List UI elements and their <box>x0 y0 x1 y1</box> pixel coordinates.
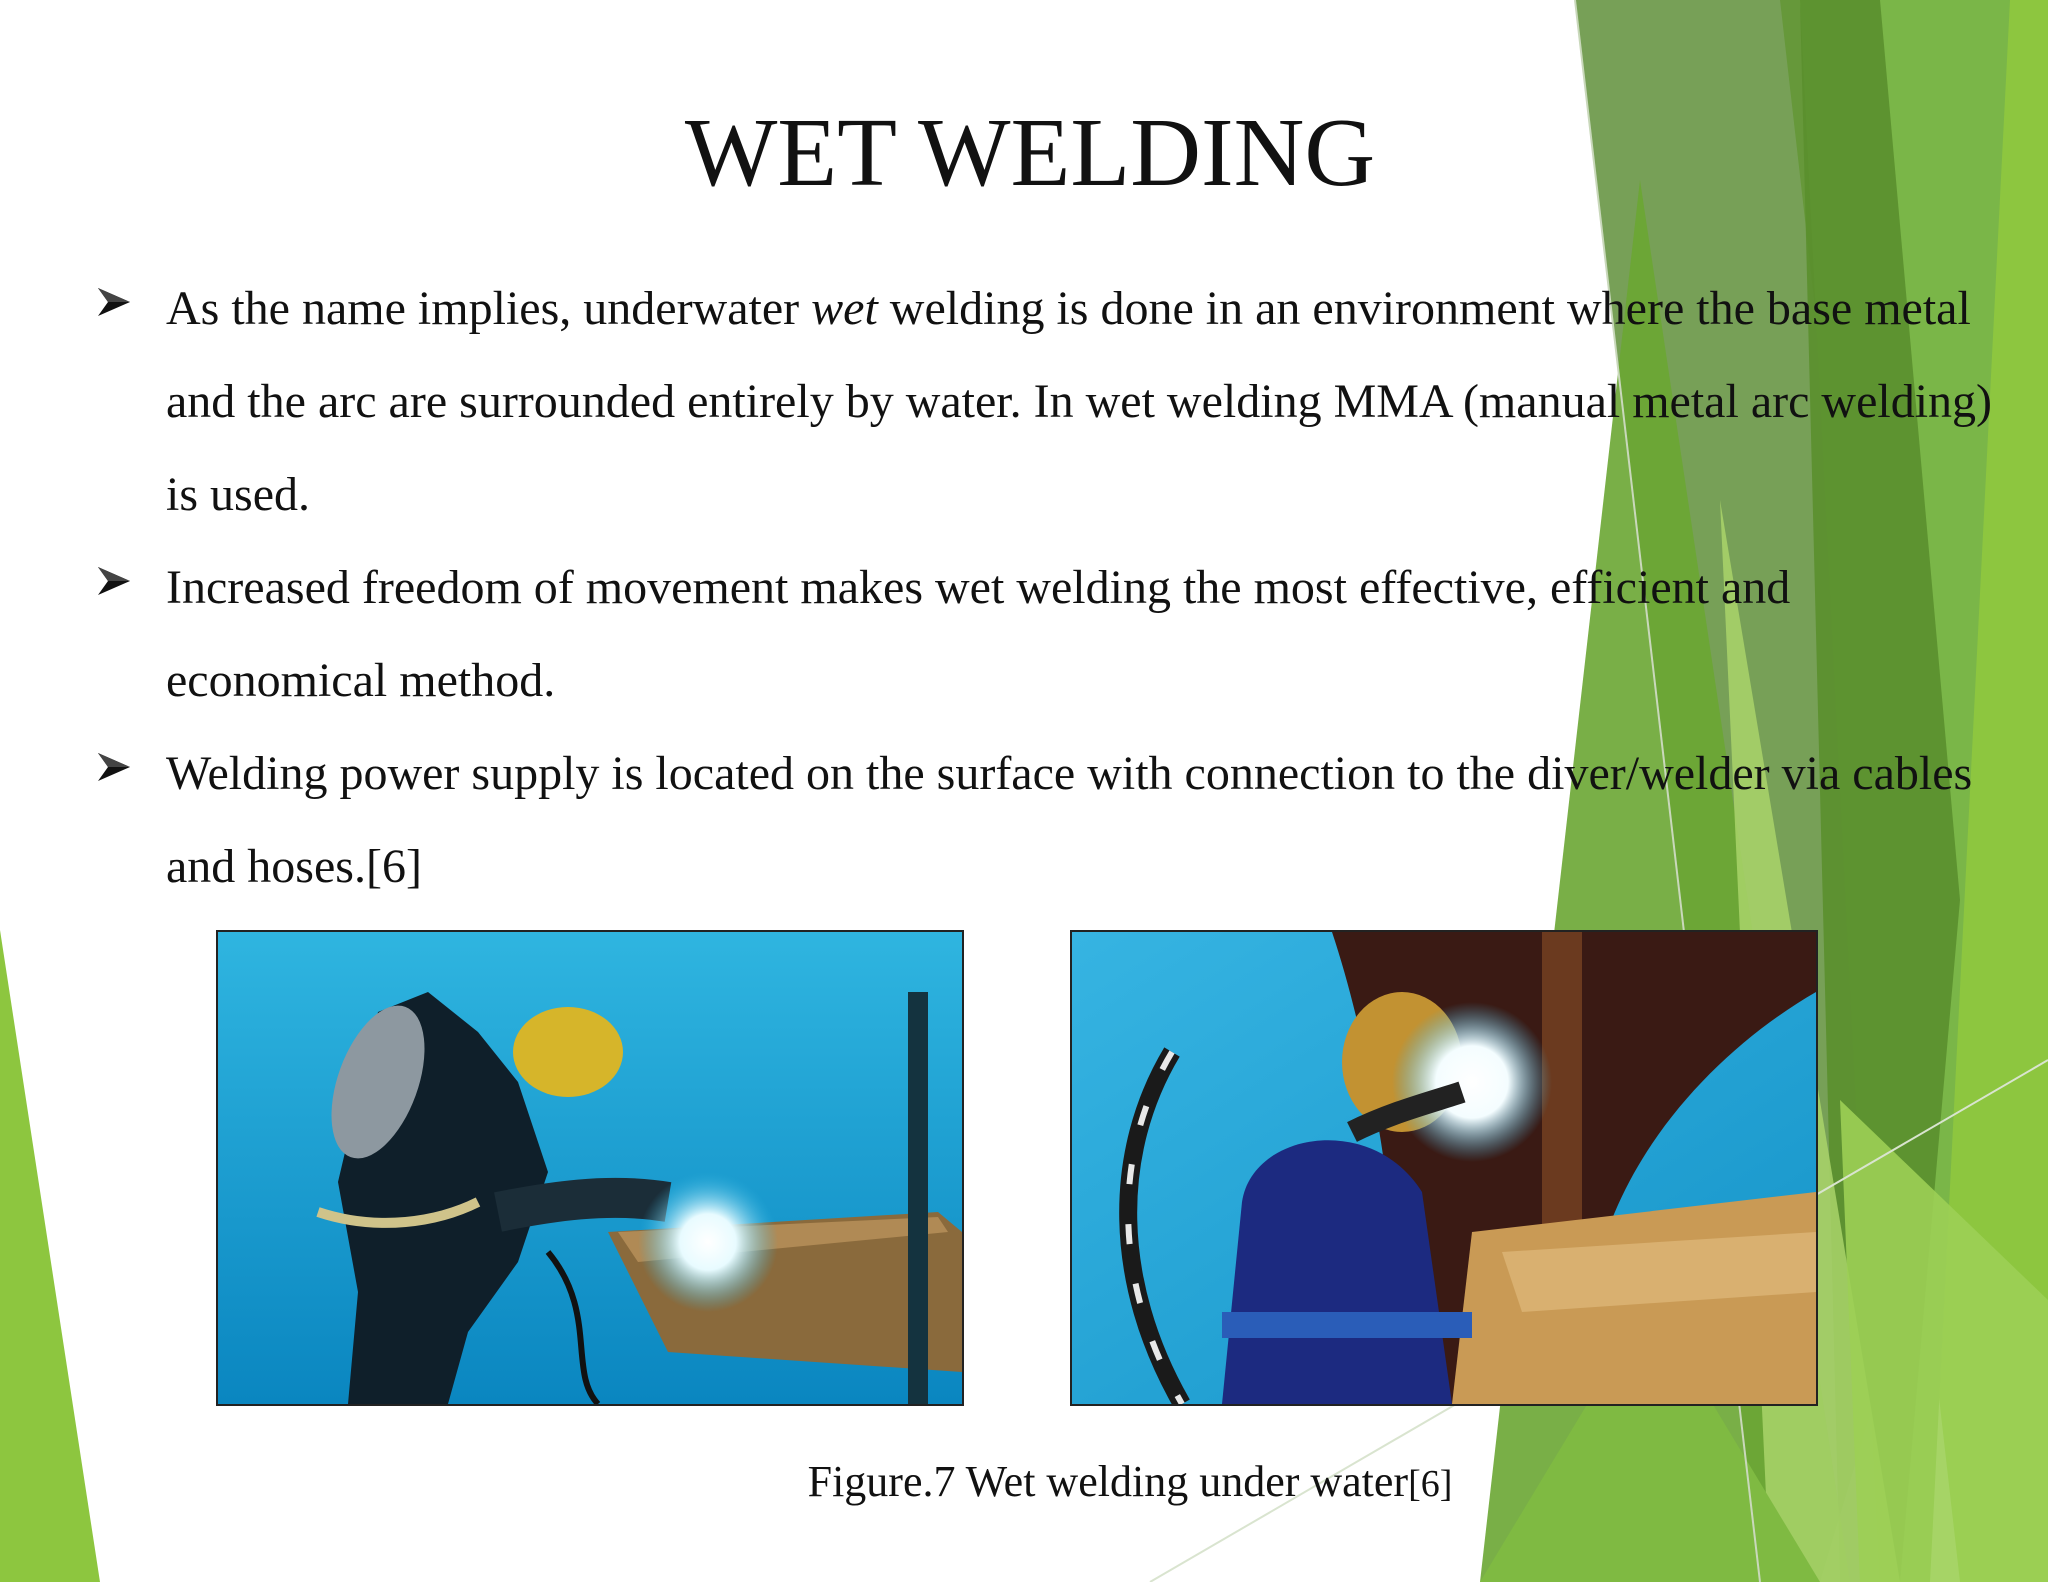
bullet-text-2: Increased freedom of movement makes wet welding the most effective, efficient and economical method. <box>166 561 1791 707</box>
photo-welder-left <box>216 930 964 1406</box>
bullet-emphasis-wet: wet <box>811 282 878 335</box>
left-green-sliver <box>0 930 100 1582</box>
arrowhead-bullet-icon <box>96 284 132 320</box>
arrowhead-bullet-icon <box>96 563 132 599</box>
figure-caption <box>560 1456 1700 1507</box>
bullet-text-3: Welding power supply is located on the surface with connection to the diver/welder via cables and hoses.[6] <box>166 747 1973 893</box>
bullet-list <box>96 262 2016 913</box>
slide-title: WET WELDING <box>684 99 1376 207</box>
bullet-item-2 <box>96 541 2016 727</box>
bullet-item-3 <box>96 727 2016 913</box>
photo-welder-right <box>1070 930 1818 1406</box>
bullet-text-1: As the name implies, underwater wet welding is done in an environment where the base metal and the arc are surrounded entirely by water. In wet welding MMA (manual metal arc welding) is used. <box>166 282 1993 521</box>
bullet-item-1 <box>96 262 2016 541</box>
figure-caption-ref: [6] <box>1408 1463 1453 1505</box>
arrowhead-bullet-icon <box>96 749 132 785</box>
figure-caption-text: Figure.7 Wet welding under water <box>807 1457 1409 1506</box>
